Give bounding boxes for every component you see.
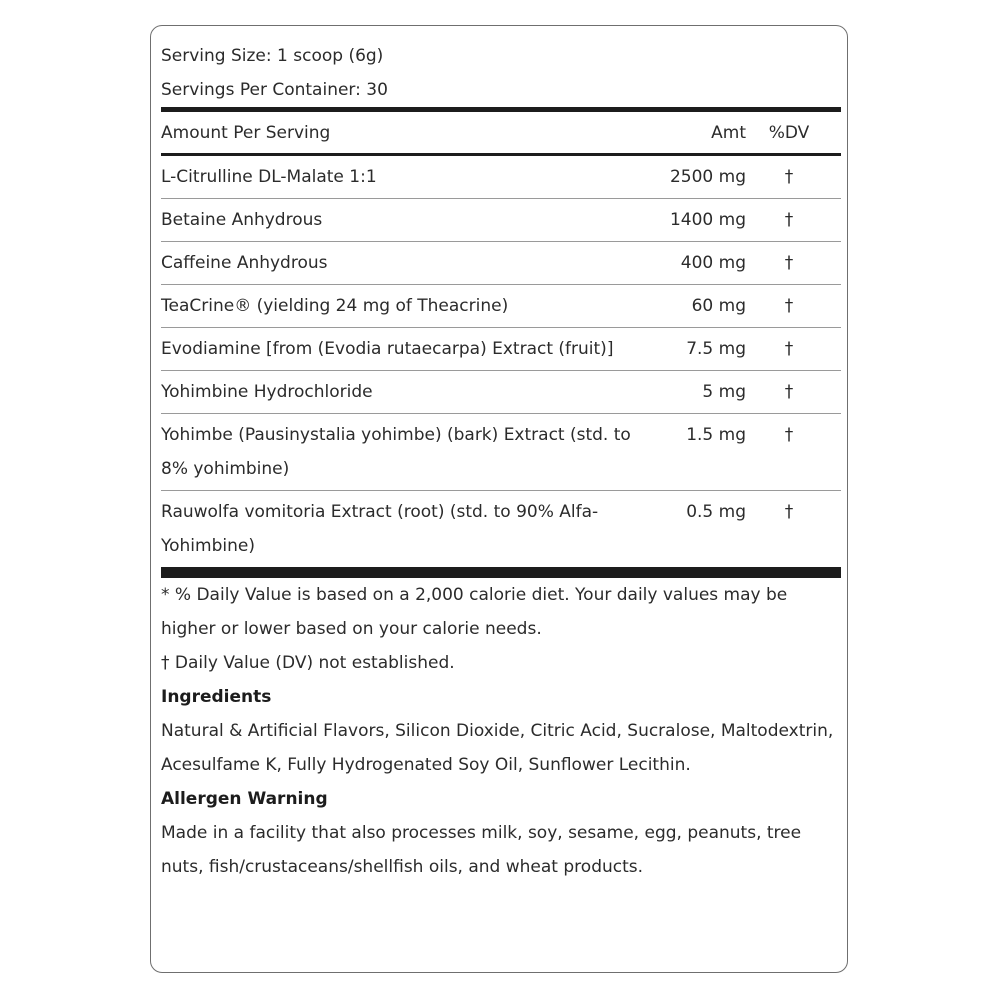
supplement-facts-content <box>161 39 841 884</box>
header-amt: Amt <box>711 122 746 143</box>
ingredient-amount: 1400 mg <box>669 210 746 230</box>
allergen-warning-text: Made in a facility that also processes milk, soy, sesame, egg, peanuts, tree nuts, fish/crustaceans/shellfish oils, and wheat products. <box>161 823 802 877</box>
ingredient-name: Betaine Anhydrous <box>161 210 323 230</box>
daily-value-footnote: * % Daily Value is based on a 2,000 calorie diet. Your daily values may be higher or lower based on your calorie needs. <box>161 585 788 639</box>
dv-not-established-footnote: † Daily Value (DV) not established. <box>161 653 455 673</box>
divider-extra-thick <box>161 567 841 578</box>
table-row <box>161 414 841 491</box>
table-row <box>161 199 841 242</box>
table-row <box>161 156 841 199</box>
ingredient-name: Evodiamine [from (Evodia rutaecarpa) Extract (fruit)] <box>161 339 614 359</box>
table-header <box>161 112 841 153</box>
table-row <box>161 285 841 328</box>
ingredient-amount: 5 mg <box>702 382 746 402</box>
ingredient-name: Caffeine Anhydrous <box>161 253 328 273</box>
ingredient-name: Yohimbine Hydrochloride <box>161 382 373 402</box>
header-amount-per-serving: Amount Per Serving <box>161 122 331 143</box>
ingredient-name: Yohimbe (Pausinystalia yohimbe) (bark) Extract (std. to 8% yohimbine) <box>161 425 631 479</box>
allergen-warning-title: Allergen Warning <box>161 789 328 809</box>
header-dv: %DV <box>768 122 810 143</box>
ingredient-amount: 60 mg <box>691 296 746 316</box>
ingredient-amount: 1.5 mg <box>686 425 746 445</box>
ingredient-amount: 2500 mg <box>669 167 746 187</box>
ingredient-dv: † <box>784 167 794 187</box>
ingredient-dv: † <box>784 253 794 273</box>
ingredient-name: L-Citrulline DL-Malate 1:1 <box>161 167 377 187</box>
serving-size: Serving Size: 1 scoop (6g) <box>161 46 384 66</box>
table-row <box>161 242 841 285</box>
ingredient-dv: † <box>784 502 794 522</box>
ingredient-dv: † <box>784 425 794 445</box>
ingredient-amount: 7.5 mg <box>686 339 746 359</box>
ingredient-amount: 400 mg <box>680 253 746 273</box>
ingredients-text: Natural & Artificial Flavors, Silicon Dioxide, Citric Acid, Sucralose, Maltodextrin, Acesulfame K, Fully Hydrogenated Soy Oil, Sunflower Lecithin. <box>161 721 834 775</box>
table-row <box>161 328 841 371</box>
ingredient-name: Rauwolfa vomitoria Extract (root) (std. to 90% Alfa-Yohimbine) <box>161 502 599 556</box>
table-row <box>161 491 841 567</box>
ingredient-dv: † <box>784 339 794 359</box>
ingredient-dv: † <box>784 382 794 402</box>
ingredient-dv: † <box>784 296 794 316</box>
ingredient-name: TeaCrine® (yielding 24 mg of Theacrine) <box>161 296 509 316</box>
ingredients-title: Ingredients <box>161 687 272 707</box>
servings-per-container: Servings Per Container: 30 <box>161 80 388 100</box>
table-row <box>161 371 841 414</box>
supplement-facts-panel <box>150 25 848 973</box>
ingredient-amount: 0.5 mg <box>686 502 746 522</box>
ingredient-dv: † <box>784 210 794 230</box>
